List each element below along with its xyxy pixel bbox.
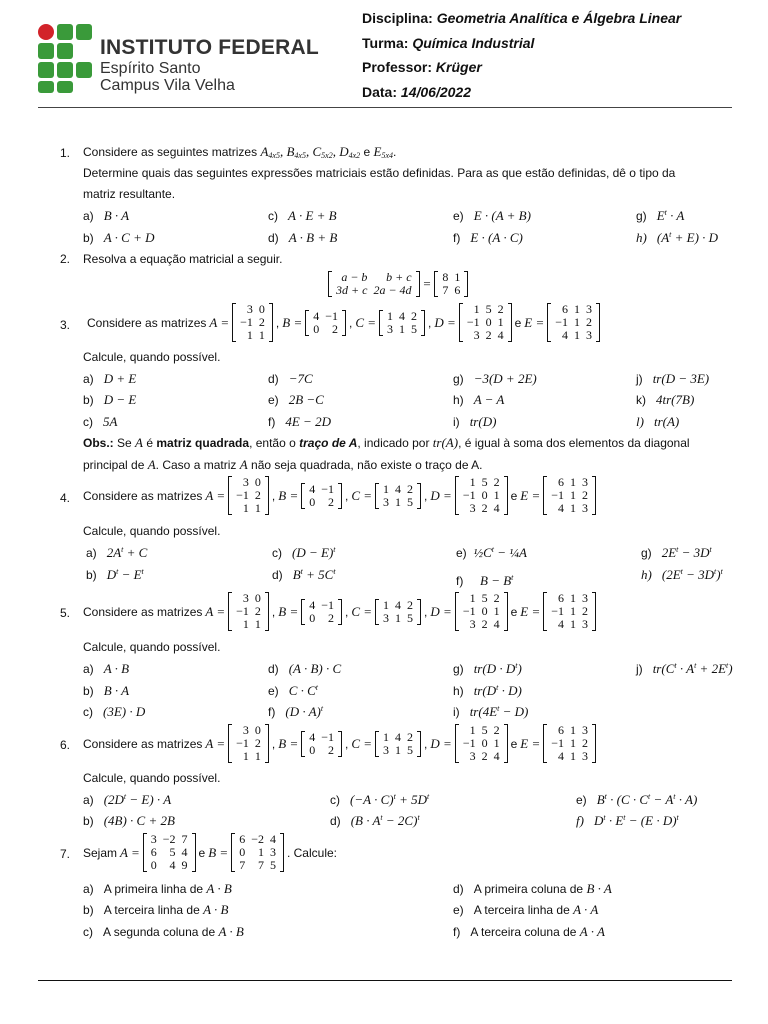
matrix-entry: 5 [481,475,488,489]
matrix-entry: 3 [582,617,589,631]
matrix-entry: 5 [407,610,414,625]
q3-item-e: e) 2B −C [268,392,324,407]
q6-number: 6. [60,738,71,752]
matrix-a [232,303,273,342]
matrix-entry: 4 [169,858,176,872]
q4-number: 4. [60,491,71,505]
matrix-entry: 5 [269,858,276,872]
matrix-entry: 9 [181,858,188,872]
q1-item-d: d) A · B + B [268,230,338,245]
matrix-entry: 0 [254,723,261,737]
matrix-entry: −1 [236,604,249,618]
q1-line2: Determine quais das seguintes expressões matriciais estão definidas. Para as que estão definidas, dê o tipo da [83,166,676,180]
matrix-a [228,476,269,515]
matrix-entry: 5 [169,845,176,859]
matrix-entry: 0 [239,845,246,859]
matrix-entry: −2 [162,832,176,846]
turma-value: Química Industrial [412,34,535,51]
q5-item-e: e) $C \cdot C^t$ [268,683,319,698]
matrix-entry: 2 [258,315,265,329]
matrix-entry: 3 [586,302,593,316]
q3-calc: Calcule, quando possível. [83,350,221,364]
matrix-entry: 1 [473,302,480,316]
matrix-entry: 1 [574,328,581,342]
matrix-entry: −1 [555,315,569,329]
matrix-entry: −1 [236,736,249,750]
matrix-entry: 7 [239,858,246,872]
matrix-entry: 1 [387,308,394,323]
matrix-entry: 7 [181,832,188,846]
professor-line [362,57,681,82]
matrix-entry: 3 [582,475,589,489]
matrix-entry: 7 [257,858,264,872]
matrix-entry: 2 [254,604,261,618]
header-divider [38,107,732,108]
matrix-a [228,592,269,631]
matrix-entry: 2 [328,494,334,509]
matrix-entry: 2 [582,488,589,502]
q5-item-h: h) $tr(D^t \cdot D)$ [453,683,522,698]
matrix-entry: 1 [246,328,253,342]
matrix-entry: 1 [254,749,261,763]
matrix-entry: 0 [485,315,492,329]
logo-mark [38,24,94,94]
matrix-entry: 5 [481,591,488,605]
matrix-d [455,476,508,515]
matrix-e [543,724,596,763]
q1-line3: matriz resultante. [83,187,176,201]
matrix-entry: 1 [570,604,577,618]
q1-item-c: c) A · E + B [268,208,337,223]
matrix-entry: 2 [493,591,500,605]
q5-item-b: b) B · A [83,683,130,698]
matrix-entry: 1 [497,315,504,329]
matrix-c [379,310,425,336]
q4-item-e: e) $\frac{1}{2}C^t$ − ¼A [456,545,527,560]
matrix-a [228,724,269,763]
matrix-entry: 1 [570,591,577,605]
matrix-b7 [231,833,284,872]
matrix-entry: −2 [251,832,264,846]
matrix-d [459,303,512,342]
matrix-entry: 2 [481,749,488,763]
matrix-entry: 1 [454,270,461,284]
q5-item-g: g) $tr(D \cdot D^t)$ [453,661,522,676]
matrix-b [301,731,342,757]
matrix-entry: 2 [582,604,589,618]
matrix-entry: 1 [242,617,249,631]
q7-item-b: b) A terceira linha de A · B [83,902,229,917]
q1-number: 1. [60,146,71,160]
matrix-entry: −1 [551,736,565,750]
matrix-c [375,599,421,625]
q3-number: 3. [60,318,71,332]
disciplina-line [362,8,681,33]
matrix-entry: 2 [407,481,414,496]
q1-intro: Considere as seguintes matrizes $A_{4x5}$, $B_{4x5}$, $C_{5x2}$, $D_{4x2}$ e $E_{5x4}$. [83,144,397,160]
matrix-entry: 0 [254,591,261,605]
matrix-entry: 1 [570,475,577,489]
q5-text: Considere as matrizes [83,604,203,619]
q6-item-d: d) $(B \cdot A^t - 2C)^t$ [330,813,420,828]
q6-matrices: Considere as matrizes A = 3 0 −1 2 1 1 , B = 4 −1 0 2 , C = 1 4 2 3 1 5 , D = 1 5 2 −1 0 1 3 2 4 e E = 6 1 3 −1 1 2 4 1 3 [83,724,596,763]
matrix-entry: 2 [328,610,334,625]
q1-intro-text: Considere as seguintes matrizes [83,145,258,159]
matrix-entry: 0 [481,604,488,618]
matrix-entry: 3 [387,321,394,336]
q6-item-e: e) $B^t \cdot (C \cdot C^t - A^t \cdot A)$ [576,792,698,807]
q5-item-i: i) $tr(4E^t - D)$ [453,704,529,719]
matrix-entry: 2 [497,302,504,316]
q7-text: Sejam [83,845,118,860]
matrix-entry: 4 [269,832,276,846]
q6-text: Considere as matrizes [83,736,203,751]
header-info [362,8,681,106]
logo-title: INSTITUTO FEDERAL [100,36,319,59]
matrix-entry: 2 [485,328,492,342]
professor-label: Professor: [362,59,433,75]
matrix-entry: 3 [582,723,589,737]
matrix-entry: 6 [454,283,461,297]
q5-item-c: c) (3E) · D [83,704,146,719]
q4-item-b: b) $D^t - E^t$ [86,567,144,582]
q6-item-f: f) $D^t \cdot E^t - (E \cdot D)^t$ [576,813,679,828]
q3-item-b: b) D − E [83,392,137,407]
q3-item-a: a) D + E [83,371,137,386]
date-line [362,82,681,107]
matrix-entry: 3 [473,328,480,342]
q7-item-e: e) A terceira linha de A · A [453,902,599,917]
matrix-entry: 5 [407,742,414,757]
matrix-entry: 2 [411,308,418,323]
matrix-entry: 4 [309,729,316,744]
q7-item-a: a) A primeira linha de A · B [83,881,232,896]
matrix-entry: 5 [485,302,492,316]
matrix-entry: 1 [383,597,390,612]
matrix-entry: 1 [258,328,265,342]
matrix-e [543,592,596,631]
matrix-entry: 3 [582,501,589,515]
matrix-entry: 2 [493,475,500,489]
q2-right-matrix [434,271,468,297]
q5-number: 5. [60,606,71,620]
matrix-e [547,303,600,342]
matrix-entry: 8 [442,270,449,284]
q3-item-j: j) tr(D − 3E) [636,371,710,386]
turma-label: Turma: [362,34,409,51]
matrix-entry: a − b [341,270,368,284]
matrix-entry: 2 [254,736,261,750]
matrix-entry: 0 [258,302,265,316]
matrix-entry: 7 [442,283,449,297]
matrix-entry: 2 [407,729,414,744]
matrix-entry: 3 [269,845,276,859]
matrix-entry: −1 [236,488,249,502]
q5-and: e [510,604,518,619]
q1-item-a: a) B · A [83,208,130,223]
q1-item-e: e) E · (A + B) [453,208,531,223]
q7-statement: Sejam A = 3 −2 7 6 5 4 0 4 9 e B = 6 −2 4 0 1 3 7 7 5 . Calcule: [83,832,337,872]
q3-text: Considere as matrizes [87,315,207,330]
q6-calc: Calcule, quando possível. [83,771,221,785]
disciplina-label: Disciplina: [362,10,433,26]
matrix-entry: 1 [493,604,500,618]
matrix-entry: 6 [239,832,246,846]
matrix-a7 [143,833,196,872]
matrix-entry: −1 [466,315,480,329]
matrix-entry: 4 [181,845,188,859]
disciplina-value: Geometria Analítica e Álgebra Linear [436,10,682,26]
q4-item-a: a) $2A^t + C$ [86,545,148,560]
q5-matrices: Considere as matrizes A = 3 0 −1 2 1 1 , B = 4 −1 0 2 , C = 1 4 2 3 1 5 , D = 1 5 2 −1 0 1 3 2 4 e E = 6 1 3 −1 1 2 4 1 3 [83,592,596,631]
q7-number: 7. [60,847,71,861]
matrix-entry: 1 [469,475,476,489]
matrix-entry: 1 [570,749,577,763]
matrix-entry: 6 [558,591,565,605]
q2-left-matrix [328,271,420,297]
q5-item-f: f) $(D \cdot A)^t$ [268,704,324,719]
matrix-entry: −1 [551,488,565,502]
q3-item-c: c) 5A [83,414,118,429]
matrix-entry: −1 [321,729,334,744]
q4-item-c: c) $(D - E)^t$ [272,545,336,560]
q7-item-f: f) A terceira coluna de A · A [453,924,605,939]
matrix-entry: 2 [493,723,500,737]
q4-item-g: g) $2E^t - 3D^t$ [641,545,712,560]
q1-item-g: g) $E^t \cdot A$ [636,208,685,223]
matrix-entry: 3 [150,832,157,846]
q7-item-c: c) A segunda coluna de A · B [83,924,244,939]
matrix-entry: 2 [254,488,261,502]
matrix-entry: −1 [462,736,476,750]
matrix-entry: 3d + c [336,283,368,297]
q4-item-h: h) $(2E^t - 3D^t)^t$ [641,567,723,582]
matrix-b [301,483,342,509]
matrix-entry: 2 [586,315,593,329]
matrix-entry: 6 [558,475,565,489]
matrix-entry: 3 [469,749,476,763]
matrix-c [375,731,421,757]
q5-calc: Calcule, quando possível. [83,640,221,654]
matrix-entry: 0 [309,610,316,625]
q6-and: e [510,736,518,751]
matrix-entry: 1 [383,481,390,496]
q2-text: Resolva a equação matricial a seguir. [83,252,283,266]
matrix-entry: 1 [395,610,402,625]
matrix-entry: −1 [321,597,334,612]
matrix-entry: 3 [242,591,249,605]
matrix-entry: b + c [386,270,412,284]
obs-label: Obs.: [83,436,114,450]
matrix-entry: 2 [481,617,488,631]
matrix-entry: 4 [399,308,406,323]
q3-item-i: i) tr(D) [453,414,497,429]
matrix-entry: 1 [570,736,577,750]
matrix-entry: 6 [562,302,569,316]
q4-item-d: d) $B^t + 5C^t$ [272,567,336,582]
matrix-entry: 2 [407,597,414,612]
matrix-entry: 1 [570,501,577,515]
matrix-entry: 1 [570,723,577,737]
q4-matrices: Considere as matrizes A = 3 0 −1 2 1 1 , B = 4 −1 0 2 , C = 1 4 2 3 1 5 , D = 1 5 2 −1 0 1 3 2 4 e E = 6 1 3 −1 1 2 4 1 3 [83,476,596,515]
matrix-entry: 4 [558,501,565,515]
matrix-entry: 0 [309,742,316,757]
matrix-entry: 2a − 4d [373,283,412,297]
matrix-entry: 6 [150,845,157,859]
q4-text: Considere as matrizes [83,488,203,503]
matrix-entry: 3 [469,617,476,631]
matrix-entry: −1 [325,308,338,323]
q6-item-c: c) $(-A \cdot C)^t + 5D^t$ [330,792,430,807]
q2-number: 2. [60,252,71,266]
q6-item-b: b) (4B) · C + 2B [83,813,175,828]
q1-item-b: b) A · C + D [83,230,155,245]
matrix-entry: 1 [574,315,581,329]
q5-item-d: d) (A · B) · C [268,661,342,676]
matrix-entry: 3 [586,328,593,342]
matrix-entry: 2 [328,742,334,757]
q7-and: e [198,845,206,860]
matrix-entry: 3 [383,742,390,757]
turma-line [362,33,681,58]
q6-item-a: a) $(2D^t - E) \cdot A$ [83,792,172,807]
matrix-entry: 4 [309,597,316,612]
matrix-entry: 1 [395,742,402,757]
matrix-entry: 1 [574,302,581,316]
matrix-entry: 1 [469,723,476,737]
matrix-entry: 4 [395,597,402,612]
q3-item-f: f) 4E − 2D [268,414,331,429]
matrix-entry: 2 [332,321,338,336]
q3-matrices: Considere as matrizes A = 3 0 −1 2 1 1 , B = 4 −1 0 2 , C = 1 4 2 3 1 5 , D = 1 5 2 −1 0 1 3 2 4 e E = 6 1 3 −1 1 2 4 1 3 [87,303,600,342]
institution-logo [38,24,338,94]
matrix-entry: 2 [481,501,488,515]
obs-line2: principal de A. Caso a matriz A não seja quadrada, não existe o traço de A. [83,457,483,472]
logo-subtitle: Espírito Santo [100,60,201,77]
matrix-entry: 1 [254,501,261,515]
matrix-entry: 3 [383,610,390,625]
date-label: Data: [362,83,398,100]
q1-intro-and: e [363,145,371,159]
matrix-entry: −1 [551,604,565,618]
q3-item-g: g) −3(D + 2E) [453,371,537,386]
matrix-entry: −1 [240,315,253,329]
matrix-c [375,483,421,509]
matrix-entry: 3 [246,302,253,316]
matrix-entry: 2 [582,736,589,750]
matrix-d [455,592,508,631]
matrix-entry: 4 [558,617,565,631]
matrix-entry: 1 [242,749,249,763]
q2-equation: a − b b + c 3d + c 2a − 4d = 8 1 7 6 [328,271,468,297]
matrix-b [301,599,342,625]
q7-item-d: d) A primeira coluna de B · A [453,881,612,896]
matrix-entry: 1 [254,617,261,631]
matrix-d [455,724,508,763]
matrix-entry: 1 [395,494,402,509]
matrix-entry: 3 [582,591,589,605]
q4-item-f: f) $B - B^t$ [456,573,514,588]
matrix-entry: 0 [150,858,157,872]
matrix-entry: 1 [493,736,500,750]
matrix-entry: 5 [407,494,414,509]
q4-and: e [510,488,518,503]
q3-item-h: h) A − A [453,392,505,407]
q3-item-k: k) 4tr(7B) [636,392,695,407]
q5-item-a: a) A · B [83,661,130,676]
matrix-entry: 4 [558,749,565,763]
matrix-entry: −1 [321,481,334,496]
matrix-entry: 1 [383,729,390,744]
q1-item-f: f) E · (A · C) [453,230,523,245]
matrix-entry: 3 [242,723,249,737]
matrix-entry: 4 [313,308,320,323]
matrix-b [305,310,346,336]
matrix-entry: 3 [383,494,390,509]
matrix-entry: 5 [411,321,418,336]
professor-value: Krüger [435,59,482,75]
matrix-entry: 0 [481,488,488,502]
matrix-entry: 0 [481,736,488,750]
matrix-entry: 0 [309,494,316,509]
q4-calc: Calcule, quando possível. [83,524,221,538]
matrix-entry: 6 [558,723,565,737]
matrix-entry: 4 [493,501,500,515]
matrix-entry: 3 [582,749,589,763]
matrix-entry: 3 [242,475,249,489]
matrix-entry: 1 [469,591,476,605]
matrix-entry: 4 [493,749,500,763]
matrix-entry: 1 [570,617,577,631]
matrix-entry: 0 [313,321,320,336]
footer-divider [38,980,732,981]
matrix-entry: 4 [395,481,402,496]
q3-item-d: d) −7C [268,371,313,386]
q5-item-j: j) $tr(C^t \cdot A^t + 2E^t)$ [636,661,733,676]
matrix-entry: 4 [395,729,402,744]
matrix-entry: 4 [493,617,500,631]
matrix-entry: 4 [497,328,504,342]
date-value: 14/06/2022 [400,83,471,100]
matrix-entry: −1 [462,488,476,502]
matrix-entry: 1 [242,501,249,515]
matrix-entry: 5 [481,723,488,737]
logo-campus: Campus Vila Velha [100,77,235,94]
q1-item-h: h) $(A^t + E) \cdot D$ [636,230,719,245]
matrix-entry: 1 [257,845,264,859]
q3-and: e [514,315,522,330]
matrix-entry: 3 [469,501,476,515]
matrix-entry: 1 [399,321,406,336]
matrix-entry: 4 [562,328,569,342]
obs-line1: Obs.: Se A é matriz quadrada, então o traço de A, indicado por tr(A), é igual à soma dos elementos da diagonal [83,435,690,450]
matrix-entry: 4 [309,481,316,496]
matrix-entry: 0 [254,475,261,489]
q3-item-l: l) tr(A) [636,414,680,429]
matrix-entry: 1 [493,488,500,502]
matrix-e [543,476,596,515]
matrix-entry: 1 [570,488,577,502]
q7-calc: . Calcule: [286,845,337,860]
matrix-entry: −1 [462,604,476,618]
